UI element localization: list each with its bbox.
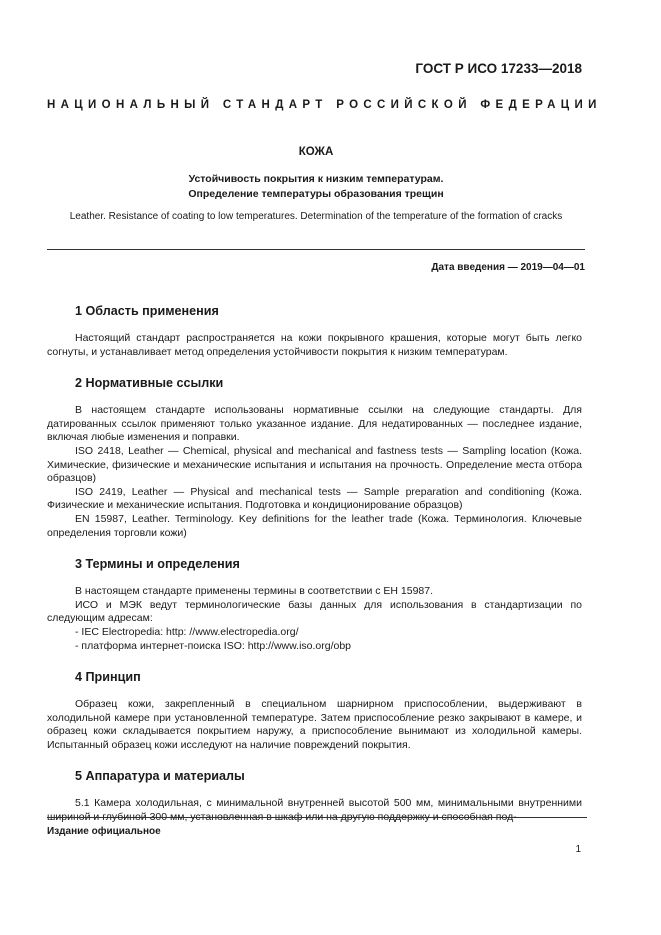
list-item: - платформа интернет-поиска ISO: http://www.iso.org/obp <box>75 639 352 652</box>
paragraph: Образец кожи, закрепленный в специальном шарнирном приспособлении, выдерживают в холодильной камере при установленной температуре. Затем приспособление резко закрывают в камере, и образец кожи складывается покрытием наружу, а приспособление вынимают из холодильной камеры. Испытанный образец кожи исследуют на наличие повреждений покрытия. <box>47 698 582 751</box>
paragraph: В настоящем стандарте использованы нормативные ссылки на следующие стандарты. Для датированных ссылок применяют только указанное издание. Для недатированных — последнее издание, включая любые изменения и поправки. <box>47 404 582 444</box>
paragraph: 5.1 Камера холодильная, с минимальной внутренней высотой 500 мм, минимальными внутренними шириной и глубиной 300 мм, установленная в шкаф или на другую поддержку и способная под- <box>47 797 582 824</box>
section-principle <box>47 668 582 752</box>
subtitle-line-1: Устойчивость покрытия к низким температурам. <box>188 173 444 185</box>
section-heading: 1 Область применения <box>75 304 219 318</box>
section-heading: 4 Принцип <box>75 670 141 685</box>
subtitle-line-2: Определение температуры образования трещин <box>188 188 444 200</box>
section-heading: 3 Термины и определения <box>75 557 240 572</box>
document-body <box>47 302 582 825</box>
page-number: 1 <box>575 844 581 855</box>
paragraph: В настоящем стандарте применены термины в соответствии с ЕН 15987. <box>75 585 434 598</box>
list-item: - IEC Electropedia: http: //www.electropedia.org/ <box>75 625 299 638</box>
paragraph: Настоящий стандарт распространяется на кожи покрывного крашения, которые могут быть легко согнуты, и устанавливает метод определения устойчивости покрытия к низким температурам. <box>47 332 582 358</box>
section-terms <box>47 555 582 653</box>
paragraph: ИСО и МЭК ведут терминологические базы данных для использования в стандартизации по следующим адресам: <box>47 598 582 625</box>
title-divider <box>47 249 585 250</box>
effective-date: Дата введения — 2019—04—01 <box>431 262 585 273</box>
edition-label: Издание официальное <box>47 826 161 837</box>
section-normative-references <box>47 374 582 540</box>
section-heading: 5 Аппаратура и материалы <box>75 769 245 784</box>
document-subtitle <box>47 172 585 202</box>
reference-item: ISO 2418, Leather — Chemical, physical and mechanical and fastness tests — Sampling location (Кожа. Химические, физические и механические испытания и испытания на прочность. Определение места отбора образцов) <box>47 444 582 485</box>
document-title: КОЖА <box>298 146 334 158</box>
section-scope <box>47 302 582 359</box>
reference-item: ISO 2419, Leather — Physical and mechanical tests — Sample preparation and conditioning (Кожа. Физические и механические испытания. Подготовка и кондиционирование образцов) <box>47 485 582 512</box>
standard-number: ГОСТ Р ИСО 17233—2018 <box>415 61 582 76</box>
english-title: Leather. Resistance of coating to low temperatures. Determination of the temperature of the formation of cracks <box>69 211 563 222</box>
footer-divider <box>47 817 587 818</box>
national-standard-banner: НАЦИОНАЛЬНЫЙ СТАНДАРТ РОССИЙСКОЙ ФЕДЕРАЦИИ <box>47 99 602 111</box>
reference-item: EN 15987, Leather. Terminology. Key definitions for the leather trade (Кожа. Терминология. Ключевые определения торговли кожи) <box>47 512 582 539</box>
section-heading: 2 Нормативные ссылки <box>75 376 224 391</box>
